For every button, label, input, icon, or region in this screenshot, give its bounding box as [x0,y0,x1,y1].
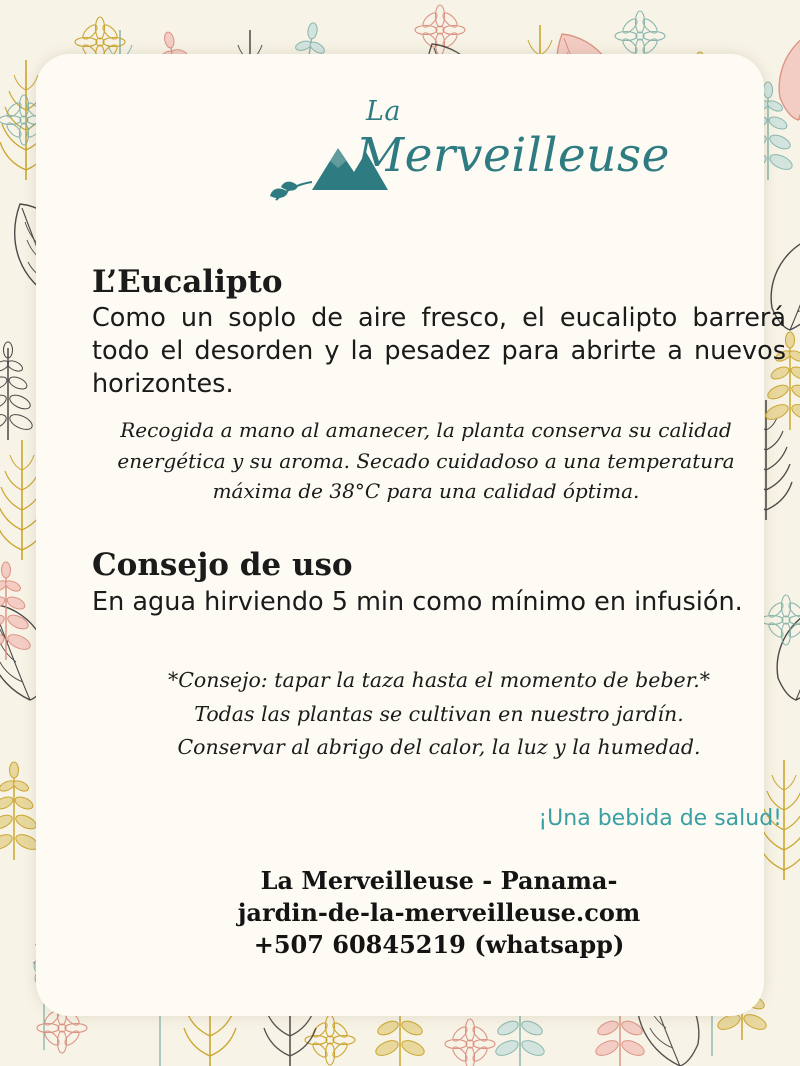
tip-line-2: Todas las plantas se cultivan en nuestro jardín. [194,701,684,726]
content-card [36,54,786,1016]
plant-description: Como un soplo de aire fresco, el eucalipto barrerá todo el desorden y la pesadez para abrirte a nuevos horizontes. [92,303,786,400]
closing-message: ¡Una bebida de salud! [538,806,782,832]
tips-block [92,664,786,764]
advice-instruction: En agua hirviendo 5 min como mínimo en infusión. [92,586,743,617]
advice-block [92,547,786,619]
brand-logo [36,66,764,206]
tip-line-3: Conservar al abrigo del calor, la luz y la humedad. [177,734,701,759]
advice-title: Consejo de uso [92,546,353,583]
footer-line-1: La Merveilleuse - Panama- [260,866,618,896]
footer-line-3: +507 60845219 (whatsapp) [253,930,625,960]
logo-main-word: Merveilleuse [356,128,670,183]
tip-line-1: *Consejo: tapar la taza hasta el momento de beber.* [167,668,711,693]
harvest-note: Recogida a mano al amanecer, la planta conserva su calidad energética y su aroma. Secado cuidadoso a una temperatura máxima de 38°C para una calidad óptima. [117,418,735,504]
plant-title: L’Eucalipto [92,264,283,300]
card-content [92,264,786,962]
leaf-sprig-icon [268,178,314,212]
footer-contact [92,865,786,961]
logo-small-word: La [366,96,402,127]
footer-line-2: jardin-de-la-merveilleuse.com [237,898,641,928]
